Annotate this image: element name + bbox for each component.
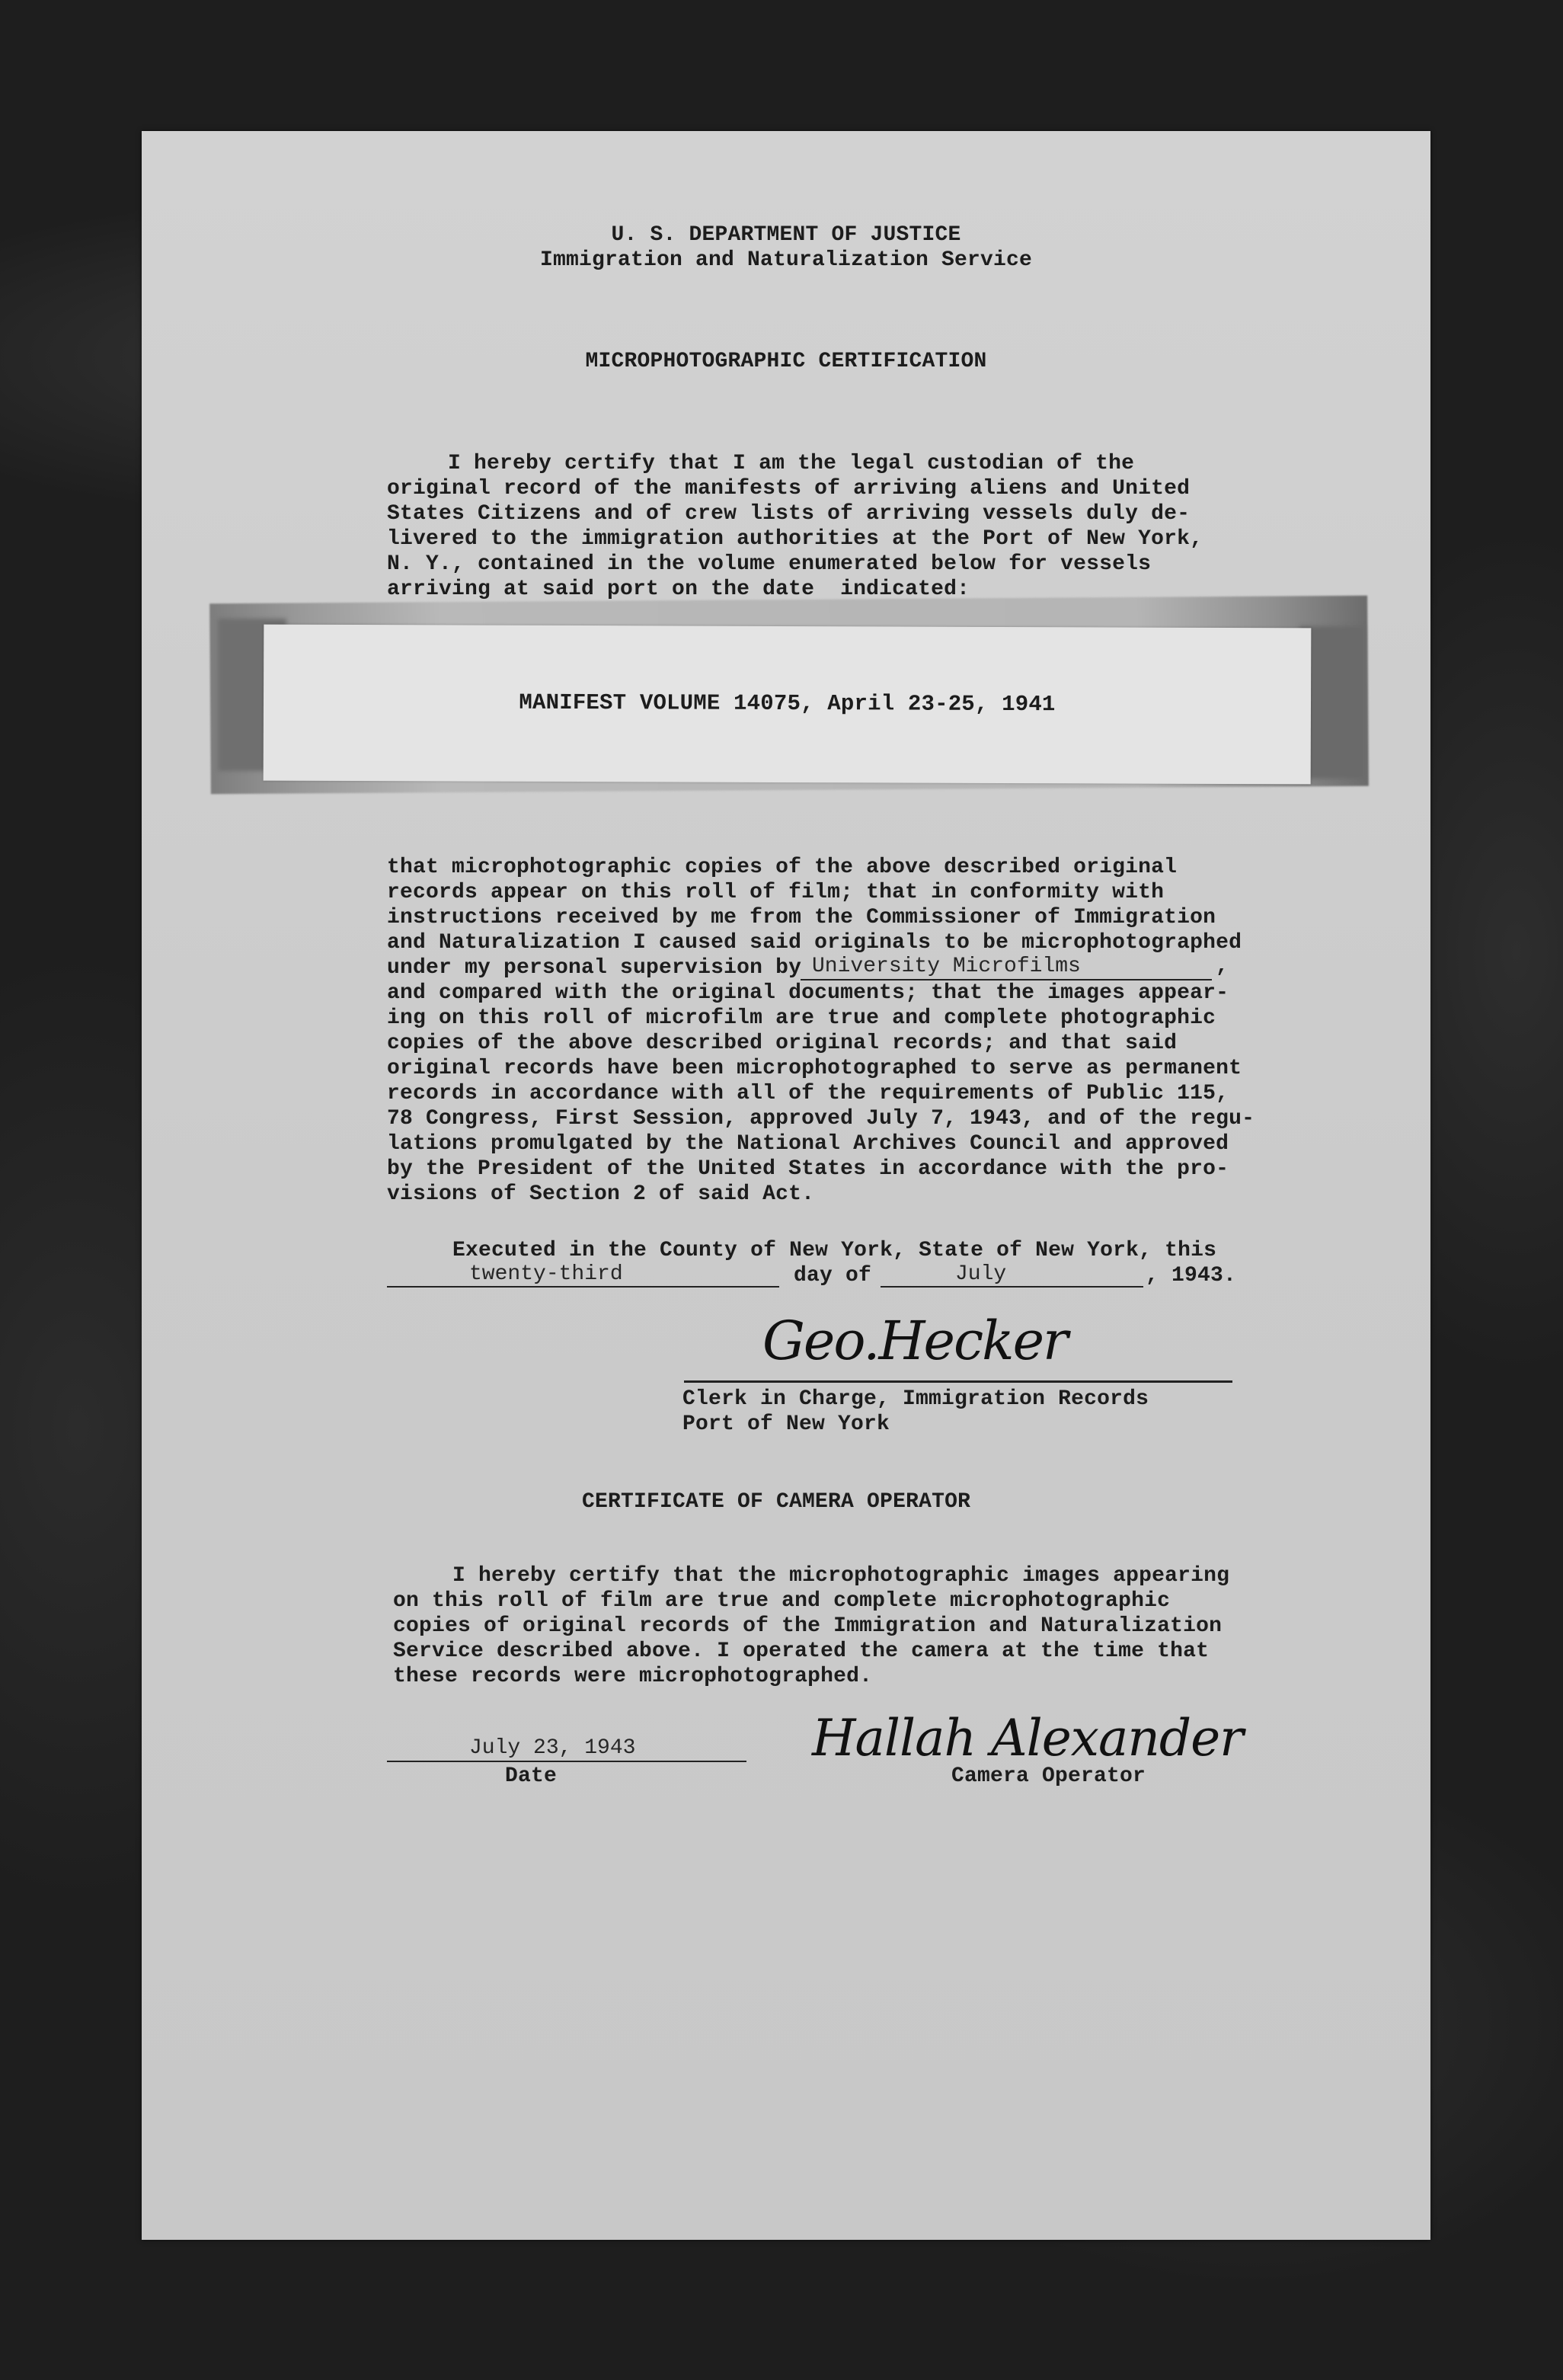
camera-line: these records were microphotographed. [393, 1665, 873, 1688]
camera-line: I hereby certify that the microphotographic images appearing [452, 1564, 1230, 1588]
body-line: 78 Congress, First Session, approved July 7, 1943, and of the regu- [387, 1107, 1255, 1131]
operator-signature: Hallah Alexander [812, 1709, 1243, 1767]
day-underline [387, 1286, 779, 1288]
clerk-signature: Geo.Hecker [762, 1310, 1067, 1372]
date-underline [387, 1761, 746, 1762]
clerk-office: Port of New York [682, 1412, 890, 1436]
camera-operator-label: Camera Operator [951, 1764, 1146, 1788]
clerk-title: Clerk in Charge, Immigration Records [682, 1387, 1149, 1411]
camera-line: copies of original records of the Immigration and Naturalization [393, 1614, 1223, 1638]
camera-line: Service described above. I operated the camera at the time that [393, 1639, 1210, 1663]
body-line: records appear on this roll of film; that in conformity with [387, 881, 1165, 904]
day-value: twenty-third [469, 1262, 623, 1286]
intro-line: livered to the immigration authorities at the Port of New York, [387, 527, 1203, 551]
intro-line: arriving at said port on the date indicated: [387, 577, 970, 601]
year-text: , 1943. [1146, 1264, 1237, 1288]
body-line: copies of the above described original records; and that said [387, 1032, 1178, 1055]
service-heading: Immigration and Naturalization Service [539, 248, 1033, 272]
department-heading: U. S. DEPARTMENT OF JUSTICE [611, 223, 961, 247]
month-value: July [955, 1262, 1007, 1286]
body-line: that microphotographic copies of the above described original [387, 856, 1178, 879]
camera-certificate-title: CERTIFICATE OF CAMERA OPERATOR [582, 1490, 971, 1514]
certificate-date-value: July 23, 1943 [469, 1736, 636, 1760]
body-line: original records have been microphotographed to serve as permanent [387, 1057, 1242, 1080]
certification-title: MICROPHOTOGRAPHIC CERTIFICATION [585, 350, 987, 373]
body-line: instructions received by me from the Commissioner of Immigration [387, 906, 1216, 929]
month-underline [881, 1286, 1143, 1288]
manifest-label-strip [264, 625, 1312, 785]
microfilmer-comma: , [1216, 955, 1229, 978]
microfilmer-name: University Microfilms [812, 955, 1081, 978]
document-page [142, 131, 1430, 2240]
body-line: ing on this roll of microfilm are true and complete photographic [387, 1006, 1216, 1030]
body-line: lations promulgated by the National Archives Council and approved [387, 1132, 1229, 1156]
day-of-label: day of [794, 1264, 872, 1288]
body-line: under my personal supervision by [387, 956, 802, 980]
body-line: records in accordance with all of the requirements of Public 115, [387, 1082, 1229, 1105]
clerk-signature-line [684, 1380, 1232, 1383]
date-label: Date [505, 1764, 558, 1788]
executed-line: Executed in the County of New York, State of New York, this [452, 1239, 1217, 1262]
camera-line: on this roll of film are true and complete microphotographic [393, 1589, 1171, 1613]
body-line: visions of Section 2 of said Act. [387, 1182, 815, 1206]
body-line: and compared with the original documents; that the images appear- [387, 981, 1229, 1005]
intro-line: original record of the manifests of arriving aliens and United [387, 477, 1191, 501]
intro-line: N. Y., contained in the volume enumerated below for vessels [387, 552, 1152, 576]
body-line: and Naturalization I caused said originals to be microphotographed [387, 931, 1242, 955]
intro-line: I hereby certify that I am the legal custodian of the [448, 452, 1135, 475]
intro-line: States Citizens and of crew lists of arriving vessels duly de- [387, 502, 1191, 526]
manifest-volume-label: MANIFEST VOLUME 14075, April 23-25, 1941 [519, 689, 1056, 718]
body-line: by the President of the United States in accordance with the pro- [387, 1157, 1229, 1181]
